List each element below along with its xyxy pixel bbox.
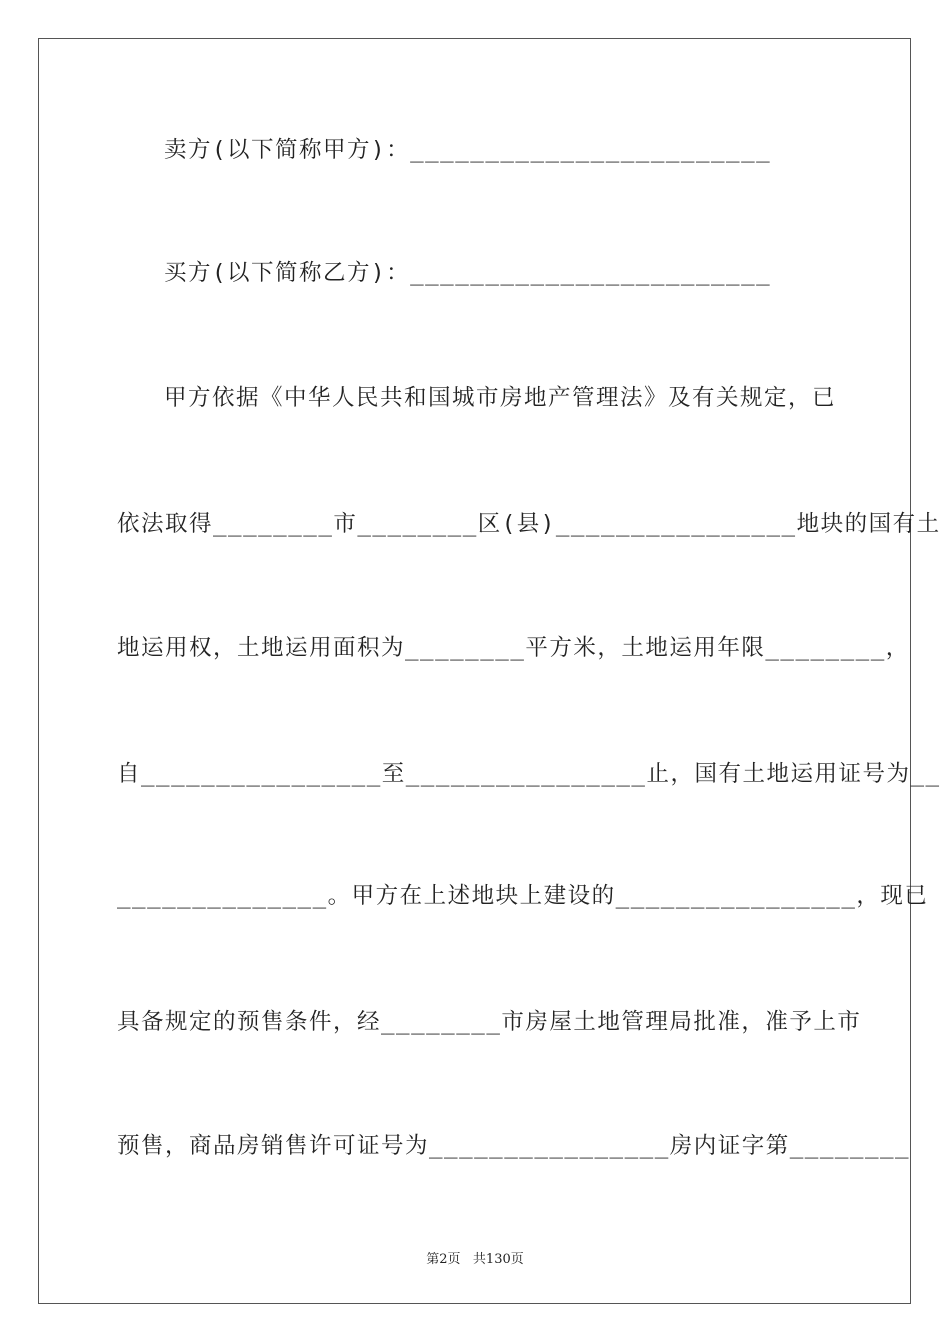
paragraph-line-6: 具备规定的预售条件，经________市房屋土地管理局批准，准予上市 <box>117 1009 862 1035</box>
paragraph-line-1: 甲方依据《中华人民共和国城市房地产管理法》及有关规定，已 <box>164 385 837 411</box>
buyer-line: 买方(以下简称乙方)：________________________ <box>164 260 772 286</box>
paragraph-line-7: 预售，商品房销售许可证号为________________房内证字第________ <box>117 1133 911 1159</box>
paragraph-line-4: 自________________至________________止，国有土地运用证号为__ <box>117 761 941 787</box>
page-border <box>38 38 911 1304</box>
page-number-footer: 第2页 共130页 <box>426 1252 524 1267</box>
paragraph-line-5: ______________。甲方在上述地块上建设的________________，现已 <box>117 883 929 909</box>
seller-line: 卖方(以下简称甲方)：________________________ <box>164 137 772 163</box>
paragraph-line-2: 依法取得________市________区(县)________________地块的国有土 <box>117 511 941 537</box>
paragraph-line-3: 地运用权，土地运用面积为________平方米，土地运用年限________， <box>117 635 910 661</box>
